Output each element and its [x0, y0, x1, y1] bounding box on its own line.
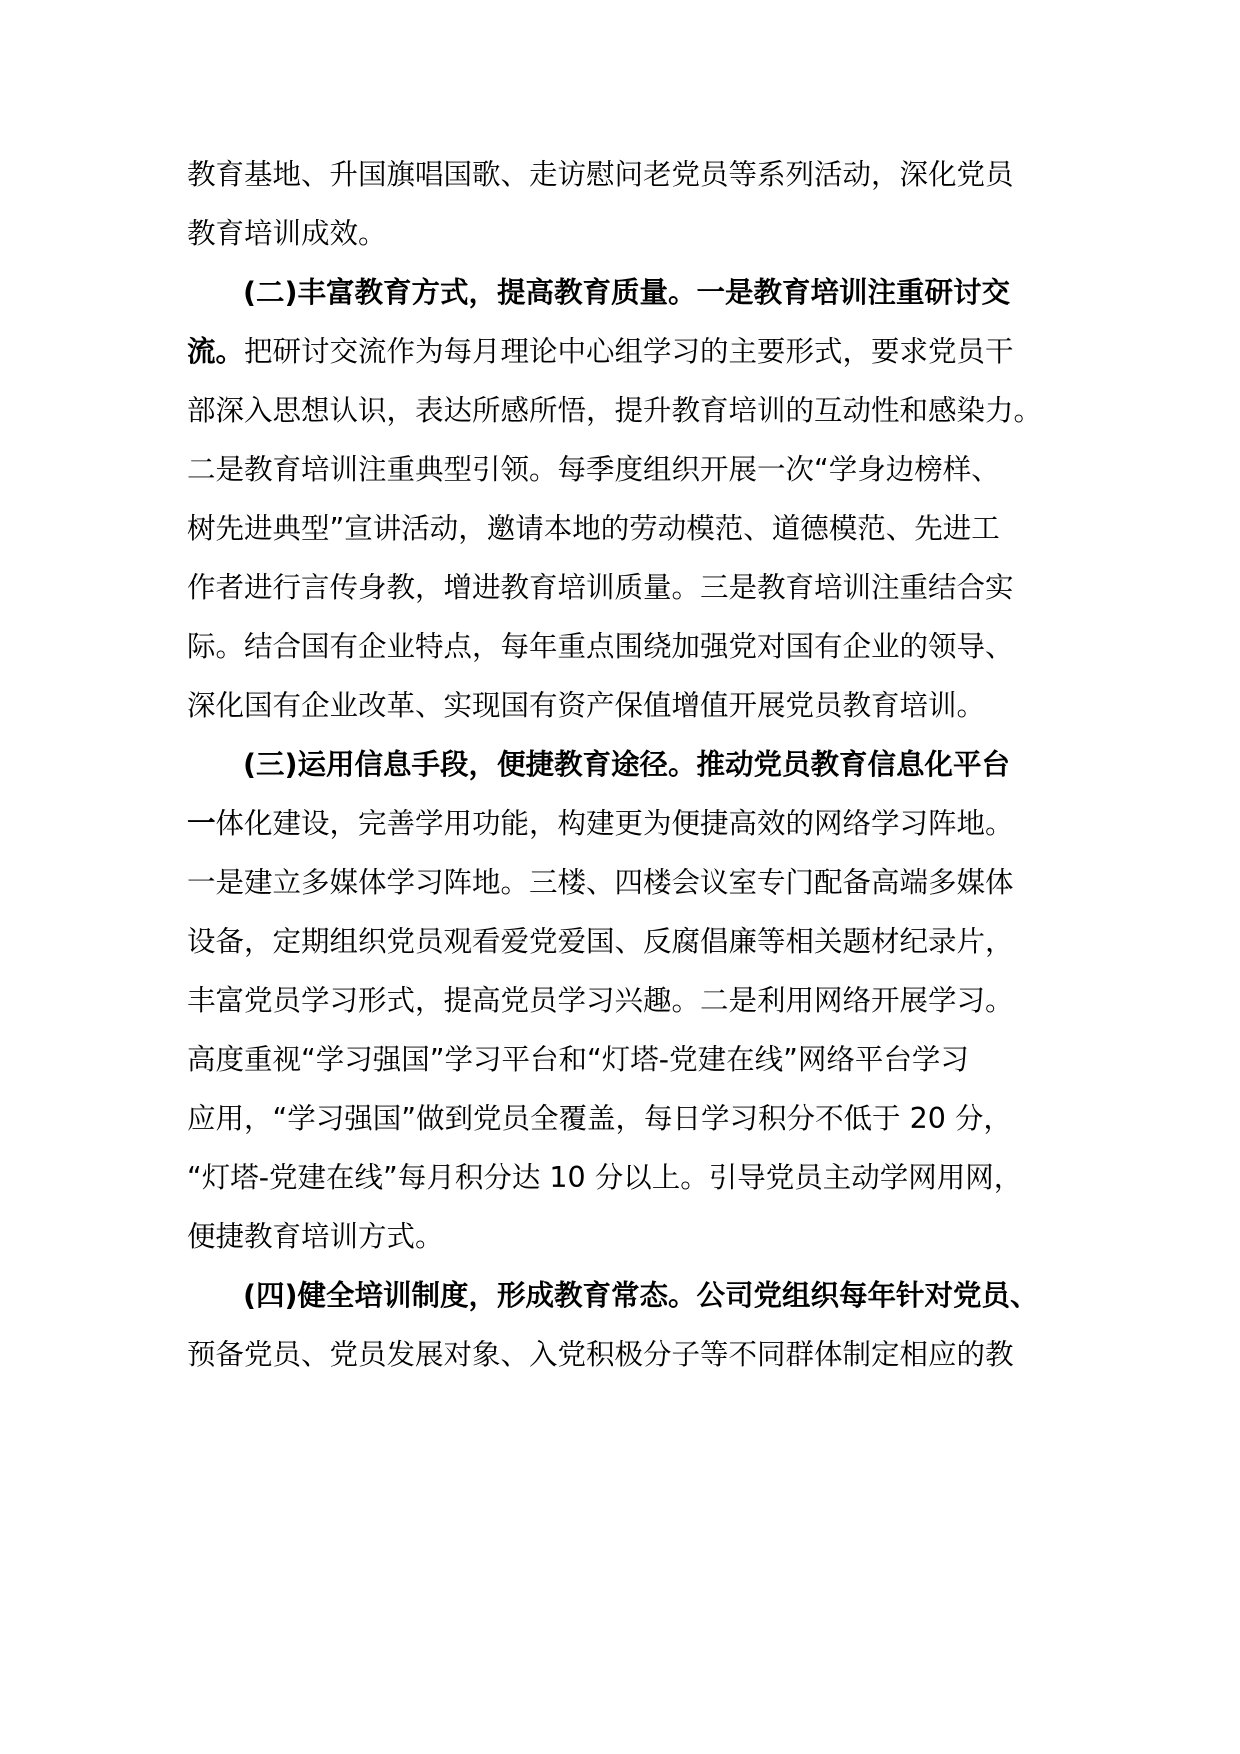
text-line-6 [187, 453, 1000, 487]
text-run: 应用，“学习强国”做到党员全覆盖，每日学习积分不低于 20 分， [187, 1102, 1012, 1135]
bold-run: 一 [187, 807, 216, 840]
bold-run: (二)丰富教育方式，提高教育质量。一是教育培训注重研讨交 [243, 276, 1011, 309]
text-line-7 [187, 512, 1000, 546]
bold-run: 流。 [187, 335, 245, 368]
text-run: 设备，定期组织党员观看爱党爱国、反腐倡廉等相关题材纪录片， [187, 925, 1014, 958]
text-run: 丰富党员学习形式，提高党员学习兴趣。二是利用网络开展学习。 [187, 984, 1014, 1017]
text-line-9 [187, 630, 1014, 664]
text-run: 树先进典型”宣讲活动，邀请本地的劳动模范、道德模范、先进工 [187, 512, 1000, 545]
text-run: 体化建设，完善学用功能，构建更为便捷高效的网络学习阵地。 [215, 807, 1014, 840]
bold-run: (四)健全培训制度，形成教育常态。公司党组织每年针对党员、 [243, 1279, 1039, 1312]
text-run: “灯塔-党建在线”每月积分达 10 分以上。引导党员主动学网用网， [187, 1161, 1023, 1194]
text-run: 作者进行言传身教，增进教育培训质量。三是教育培训注重结合实 [187, 571, 1014, 604]
bold-run: (三)运用信息手段，便捷教育途径。推动党员教育信息化平台 [243, 748, 1011, 781]
text-run: 预备党员、党员发展对象、入党积极分子等不同群体制定相应的教 [187, 1338, 1014, 1371]
text-line-19 [187, 1220, 444, 1254]
text-run: 便捷教育培训方式。 [187, 1220, 444, 1253]
text-line-16 [187, 1043, 969, 1077]
text-line-17 [187, 1102, 1012, 1136]
section-heading-4 [243, 1279, 1039, 1313]
text-line-15 [187, 984, 1014, 1018]
text-run: 高度重视“学习强国”学习平台和“灯塔-党建在线”网络平台学习 [187, 1043, 969, 1076]
text-line-12 [187, 807, 1014, 841]
text-line-2 [187, 217, 387, 251]
text-line-13 [187, 866, 1014, 900]
text-run: 一是建立多媒体学习阵地。三楼、四楼会议室专门配备高端多媒体 [187, 866, 1014, 899]
section-heading-3 [243, 748, 1010, 782]
text-run: 教育培训成效。 [187, 217, 387, 250]
text-line-8 [187, 571, 1014, 605]
text-run: 二是教育培训注重典型引领。每季度组织开展一次“学身边榜样、 [187, 453, 1000, 486]
text-run: 深化国有企业改革、实现国有资产保值增值开展党员教育培训。 [187, 689, 986, 722]
text-line-1 [187, 158, 1014, 192]
text-line-21 [187, 1338, 1014, 1372]
text-line-18 [187, 1161, 1022, 1195]
section-heading-2 [243, 276, 1010, 310]
text-line-10 [187, 689, 985, 723]
text-run: 把研讨交流作为每月理论中心组学习的主要形式，要求党员干 [244, 335, 1014, 368]
text-run: 部深入思想认识，表达所感所悟，提升教育培训的互动性和感染力。 [187, 394, 1043, 427]
text-line-5 [187, 394, 1042, 428]
text-line-14 [187, 925, 1014, 959]
text-line-4 [187, 335, 1014, 369]
text-run: 际。结合国有企业特点，每年重点围绕加强党对国有企业的领导、 [187, 630, 1014, 663]
text-run: 教育基地、升国旗唱国歌、走访慰问老党员等系列活动，深化党员 [187, 158, 1014, 191]
